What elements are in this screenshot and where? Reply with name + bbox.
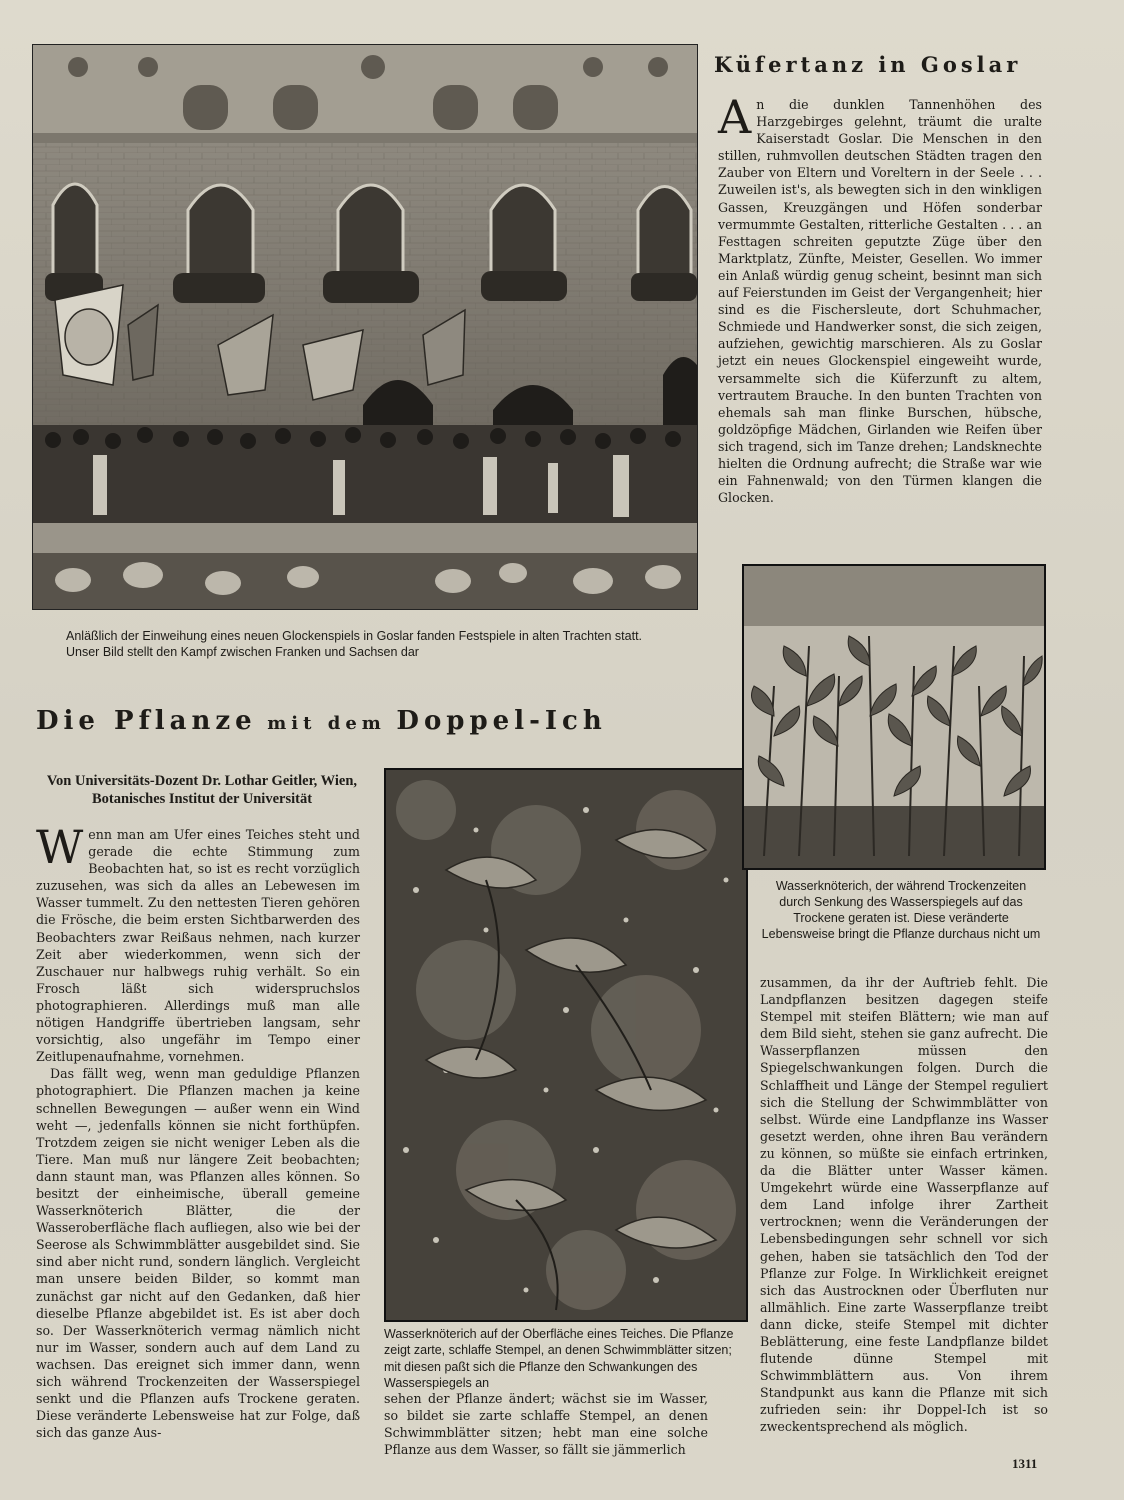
kufertanz-body: n die dunklen Tannenhöhen des Harzgebirges gelehnt, träumt die uralte Kaiserstadt Goslar. Die Menschen in den stillen, ruhmvollen deutschen Städten tragen den Zauber von Eltern und Voreltern in der Seele . . . Zuweilen ist's, als bewegten sich in den winkligen Gassen, Kreuzgängen und Höfen sonderbar vermummte Gestalten, ritterliche Gestalten . . . an Festtagen schreiten geputzte Züge über den Marktplatz, Zünfte, Meister, Gesellen. Wo immer ein Anlaß würdig genug scheint, besinnt man sich auf Feierstunden im Geist der Vergangenheit; hier sind es die Fischersleute, dort Schuhmacher, Schmiede und Handwerker sonst, die sich zeigen, aufziehen, gewichtig marschieren. Als zu Goslar jetzt ein neues Glockenspiel eingeweiht wurde, versammelte sich die Küferzunft zu altem, vertrautem Brauche. In den bunten Trachten von ehemals sah man flinke Burschen, hübsche, goldzöpfige Mädchen, Girlanden wie Reifen über sich tragend, sich im Tanze drehen; Landsknechte hielten die Ordnung aufrecht; die Straße war wie ein Fahnenwald; von den Türmen klangen die Glocken. [718, 97, 1042, 506]
water-plant-caption: Wasserknöterich auf der Oberfläche eines Teiches. Die Pflanze zeigt zarte, schlaffe Stempel, an denen Schwimmblätter sitzen; mit diesen paßt sich die Pflanze den Schwankungen des Wasserspiegels an [384, 1327, 734, 1391]
author-byline: Von Universitäts-Dozent Dr. Lothar Geitler, Wien, Botanisches Institut der Universität [46, 773, 358, 807]
pflanze-column-2: sehen der Pflanze ändert; wächst sie im Wasser, so bildet sie zarte schlaffe Stempel, an denen Schwimmblätter sitzen; hebt man eine solche Pflanze aus dem Wasser, so fällt sie jämmerlich [384, 1391, 708, 1458]
pflanze-paragraph-1-text: enn man am Ufer eines Teiches steht und gerade die echte Stimmung zum Beobachten hat, so ist es recht vorzüglich zuzusehen, was sich da alles an Lebewesen im Wasser tummelt. Zu den nettesten Tieren gehören die Frösche, die beim ersten Sichtbarwerden des Beobachters zwar Reißaus nehmen, nach kurzer Zeit aber wiederkommen, wenn sich der Zuschauer nur halbwegs ruhig verhält. So ein Frosch läßt sich widerspruchslos photographieren. Allerdings muß man alle nötigen Handgriffe übertrieben langsam, sehr vorsichtig, also ungefähr im Tempo einer Zeitlupenaufnahme, vornehmen. [36, 827, 360, 1065]
land-plant-caption: Wasserknöterich, der während Trockenzeiten durch Senkung des Wasserspiegels auf das Trockene geraten ist. Diese veränderte Lebensweise bringt die Pflanze durchaus nicht um [761, 879, 1041, 941]
pflanze-dropcap: W [36, 820, 84, 874]
kufertanz-title: Küfertanz in Goslar [714, 52, 1022, 77]
kufertanz-article [718, 90, 1042, 506]
kufertanz-dropcap: A [718, 90, 752, 144]
festival-photo [32, 44, 698, 610]
pflanze-title-part3: Doppel-Ich [396, 706, 607, 736]
land-plant-photo [742, 564, 1046, 870]
pflanze-paragraph-1 [36, 820, 360, 1065]
page-number: 1311 [1012, 1456, 1038, 1471]
pflanze-title-part2: mit dem [267, 713, 386, 734]
festival-caption: Anläßlich der Einweihung eines neuen Glockenspiels in Goslar fanden Festspiele in alten Trachten statt. Unser Bild stellt den Kampf zwischen Franken und Sachsen dar [66, 629, 643, 660]
pflanze-title [36, 706, 736, 736]
pflanze-column-3: zusammen, da ihr der Auftrieb fehlt. Die Landpflanzen besitzen dagegen steife Stempel mit steifen Blättern; wie man auf dem Bild sieht, stehen sie ganz aufrecht. Die Wasserpflanzen müssen den Spiegelschwankungen folgen. Durch die Schlaffheit und Länge der Stempel reguliert sich die Stellung der Schwimmblätter von selbst. Würde eine Landpflanze ins Wasser gesetzt werden, ohne ihren Bau verändern zu können, so müßte sie einfach ertrinken, da die Blätter unter Wasser kämen. Umgekehrt würde eine Wasserpflanze auf dem Land infolge ihrer Zartheit vertrocknen; wenn die Veränderungen der Lebensbedingungen sehr schnell vor sich gehen, haben sie tatsächlich den Tod der Pflanze zur Folge. In Wirklichkeit ereignet sich das Austrocknen oder Überfluten nur allmählich. Eine zarte Wasserpflanze treibt dann dicke, steife Stempel mit dichter Beblätterung, eine feste Landpflanze bildet flutende dünne Stempel mit Schwimmblättern aus. Von ihrem Standpunkt aus kann die Pflanze mit sich zufrieden sein: ihr Doppel-Ich ist so zweckentsprechend als möglich. [760, 975, 1048, 1435]
pflanze-column-1 [36, 820, 360, 1441]
pflanze-title-part1: Die Pflanze [36, 706, 257, 736]
pflanze-paragraph-2: Das fällt weg, wenn man geduldige Pflanzen photographiert. Die Pflanzen machen ja keine schnellen Bewegungen — außer wenn ein Wind weht —, jedenfalls können sie nicht forthüpfen. Trotzdem zeigen sie nicht weniger Leben als die Tiere. Man muß nur längere Zeit beobachten; dann staunt man, was Pflanzen alles können. So besitzt der einheimische, überall gemeine Wasserknöterich Blätter, die der Wasseroberfläche flach aufliegen, also wie bei der Seerose als Schwimmblätter ausgebildet sind. Sie sind aber nicht rund, sondern länglich. Vergleicht man unsere beiden Bilder, so kommt man zunächst gar nicht auf den Gedanken, daß hier dieselbe Pflanze abgebildet ist. Es ist aber doch so. Der Wasserknöterich vermag nämlich nicht nur im Wasser, sondern auch auf dem Land zu wachsen. Das ereignet sich immer dann, wenn sich während Trockenzeiten der Wasserspiegel senkt und die Pflanzen aufs Trockene geraten. Diese veränderte Lebensweise hat zur Folge, daß sich das ganze Aus- [36, 1066, 360, 1441]
water-plant-photo [384, 768, 748, 1322]
